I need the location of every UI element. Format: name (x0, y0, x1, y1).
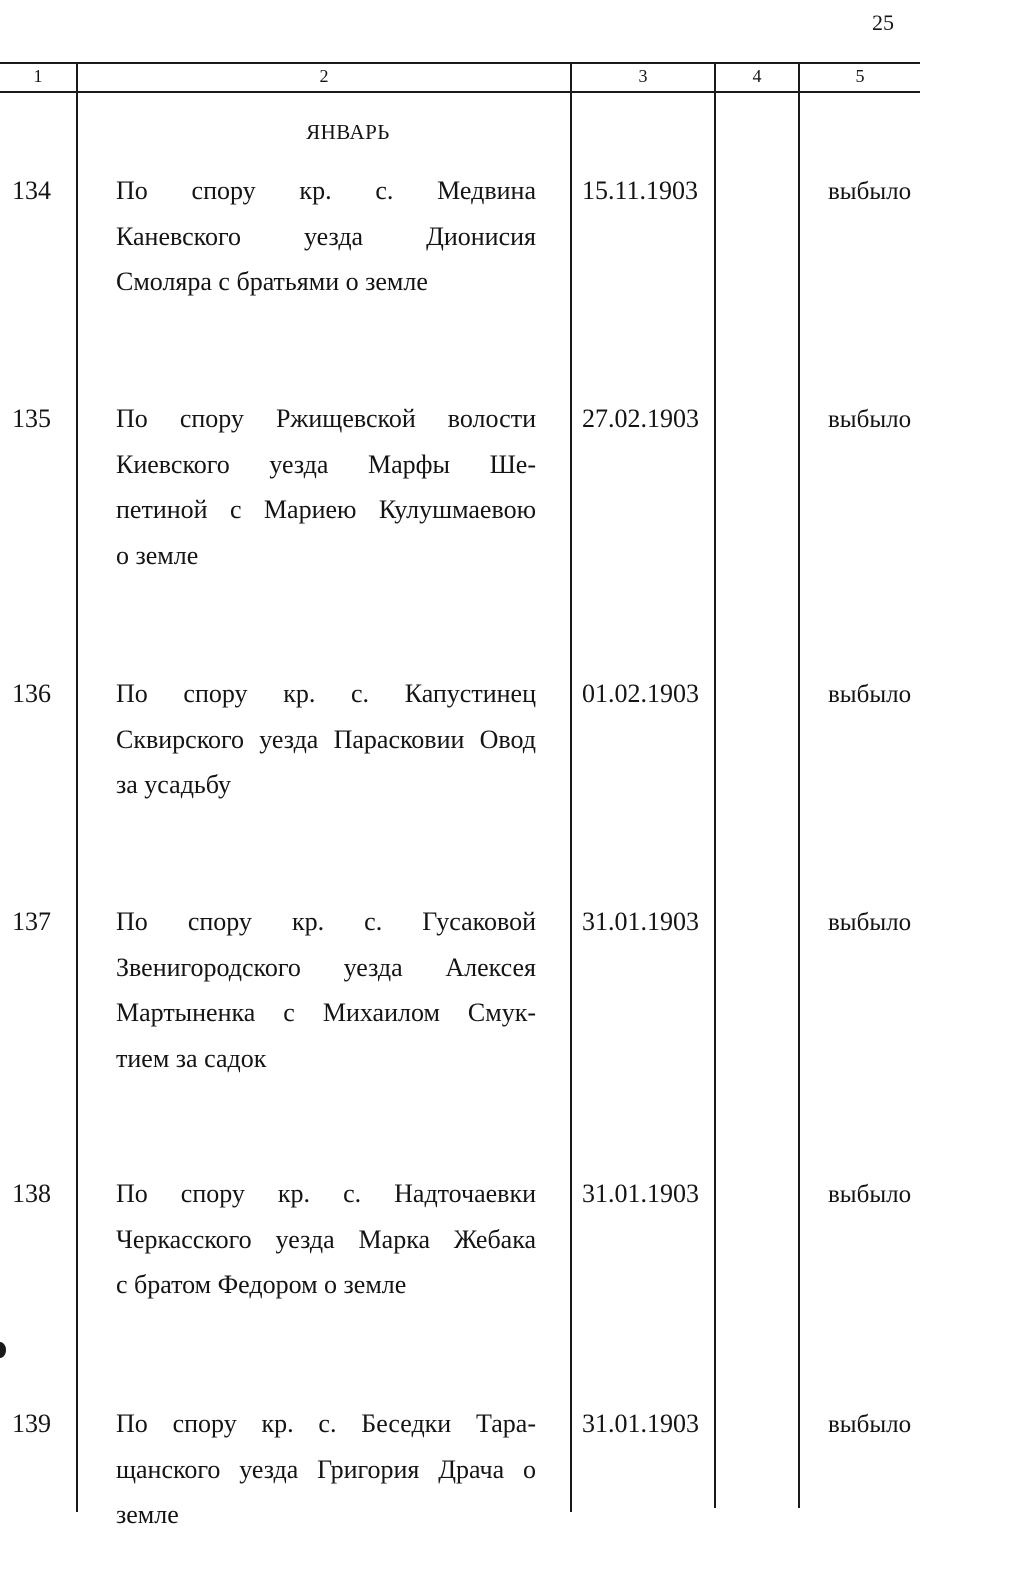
entry-number: 139 (12, 1409, 51, 1438)
entry-status: выбыло (828, 909, 912, 936)
entry-description (116, 671, 536, 808)
description-line: Каневского уезда Дионисия (116, 221, 536, 251)
description-line: По спору кр. с. Медвина (116, 176, 536, 205)
entry-description (116, 899, 536, 1081)
column-header-3: 3 (638, 66, 648, 86)
description-line: Мартыненка с Михаилом Смук- (116, 998, 536, 1027)
scan-artifact (0, 1342, 6, 1358)
description-line: Черкасского уезда Марка Жебака (116, 1224, 536, 1254)
description-line: По спору кр. с. Беседки Тара- (116, 1409, 536, 1438)
entry-date: 31.01.1903 (582, 1179, 699, 1208)
description-line: По спору кр. с. Гусаковой (116, 907, 536, 936)
entry-description (116, 168, 536, 305)
description-line: с братом Федором о земле (116, 1270, 407, 1299)
description-line: Смоляра с братьями о земле (116, 267, 428, 296)
column-header-5: 5 (855, 66, 865, 86)
column-divider-4 (798, 62, 800, 1508)
column-divider-3 (714, 62, 716, 1508)
entry-description (116, 396, 536, 578)
column-divider-2 (570, 62, 572, 1512)
column-header-2: 2 (319, 66, 329, 86)
description-line: По спору кр. с. Надточаевки (116, 1179, 536, 1208)
entry-description (116, 1401, 536, 1538)
description-line: Звенигородского уезда Алексея (116, 952, 536, 982)
entry-number: 138 (12, 1179, 51, 1208)
table-header-rule (0, 91, 920, 93)
entry-date: 27.02.1903 (582, 404, 699, 433)
column-header-4: 4 (752, 66, 762, 86)
description-line: тием за садок (116, 1043, 267, 1073)
entry-number: 136 (12, 679, 51, 708)
description-line: земле (116, 1500, 179, 1529)
description-line: По спору Ржищевской волости (116, 404, 536, 433)
entry-status: выбыло (828, 681, 912, 708)
description-line: Сквирского уезда Парасковии Овод (116, 724, 536, 754)
entry-date: 31.01.1903 (582, 1409, 699, 1438)
column-divider-1 (76, 62, 78, 1512)
description-line: петиной с Мариею Кулушмаевою (116, 495, 536, 524)
column-header-1: 1 (33, 66, 43, 86)
entry-status: выбыло (828, 1411, 912, 1438)
entry-status: выбыло (828, 1181, 912, 1208)
month-heading: ЯНВАРЬ (306, 120, 390, 144)
description-line: По спору кр. с. Капустинец (116, 679, 536, 708)
description-line: Киевского уезда Марфы Ше- (116, 449, 536, 479)
entry-number: 135 (12, 404, 51, 433)
entry-date: 01.02.1903 (582, 679, 699, 708)
description-line: за усадьбу (116, 770, 232, 799)
description-line: щанского уезда Григория Драча о (116, 1454, 536, 1484)
entry-status: выбыло (828, 178, 912, 205)
page-number: 25 (872, 10, 894, 35)
entry-number: 134 (12, 176, 51, 205)
table-top-rule (0, 62, 920, 64)
description-line: о земле (116, 540, 199, 570)
entry-date: 31.01.1903 (582, 907, 699, 936)
entry-status: выбыло (828, 406, 912, 433)
entry-description (116, 1171, 536, 1308)
entry-number: 137 (12, 907, 51, 936)
entry-date: 15.11.1903 (582, 176, 699, 205)
